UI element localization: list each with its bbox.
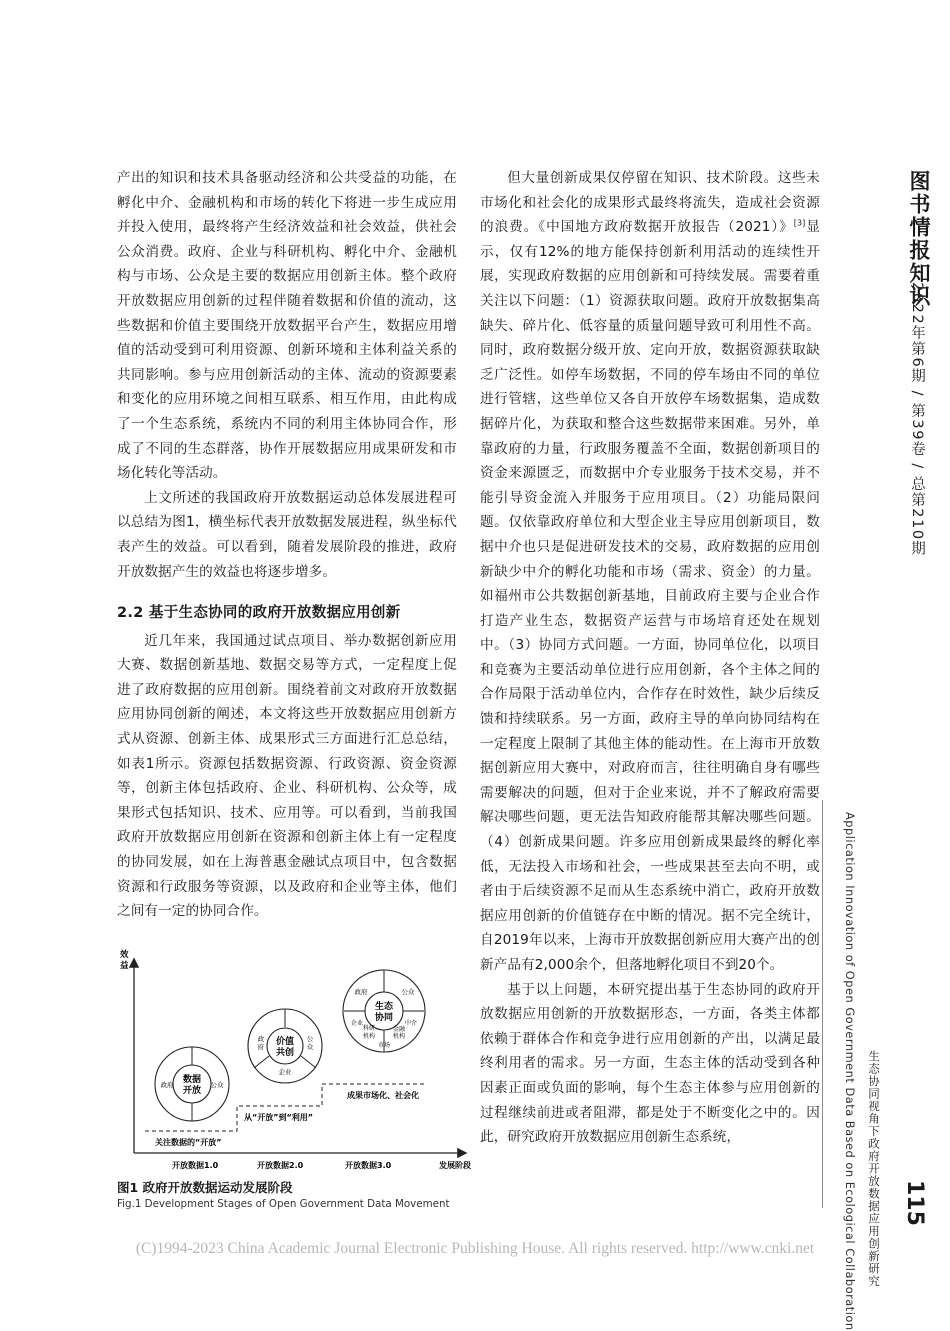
paragraph: 上文所述的我国政府开放数据运动总体发展进程可以总结为图1，横坐标代表开放数据发展进程，纵坐标代表产生的效益。可以看到，随着发展阶段的推进，政府开放数据产生的效益也将逐步增多。 — [117, 489, 457, 580]
running-title-cn: 生态协同视角下政府开放数据应用创新研究 — [867, 1050, 881, 1288]
paragraph: 近几年来，我国通过试点项目、举办数据创新应用大赛、数据创新基地、数据交易等方式，一定程度上促进了政府数据的应用创新。围绕着前文对政府开放数据应用协同创新的阐述，本文将这些开放数据应用创新方式从资源、创新主体、成果形式三方面进行汇总总结，如表1所示。资源包括数据资源、行政资源、资金资源等，创新主体包括政府、企业、科研机构、公众等，成果形式包括知识、技术、应用等。可以看到，当前我国政府开放数据应用创新在资源和创新主体上有一定程度的协同发展，如在上海普惠金融试点项目中，包含数据资源和行政服务等资源，以及政府和企业等主体，他们之间有一定的协同合作。 — [117, 632, 457, 920]
paragraph-text: 但大量创新成果仅停留在知识、技术阶段。这些未市场化和社会化的成果形式最终将流失，造成社会资源的浪费。《中国地方政府数据开放报告（2021）》 — [480, 170, 820, 236]
figure-diagram — [117, 946, 477, 1171]
circle-segment-label: 公 — [306, 1035, 314, 1043]
x-axis-label: 发展阶段 — [439, 1161, 471, 1170]
circle-center-text: 开放 — [182, 1086, 202, 1096]
copyright-footer: (C)1994-2023 China Academic Journal Electronic Publishing House. All rights reserved. http://www.cnki.net — [135, 1240, 815, 1257]
paragraph: 产出的知识和技术具备驱动经济和公共受益的功能，在孵化中介、金融机构和市场的转化下将进一步生成应用并投入使用，最终将产生经济效益和社会效益，供社会公众消费。政府、企业与科研机构、孵化中介、金融机构与市场、公众是主要的数据应用创新主体。整个政府开放数据应用创新的过程伴随着数据和价值的流动，这些数据和价值主要围绕开放数据平台产生，数据应用增值的活动受到可利用资源、创新环境和主体利益关系的共同影响。参与应用创新活动的主体、流动的资源要素和变化的应用环境之间相互联系、相互作用，由此构成了一个生态系统，系统内不同的利用主体协同合作，形成了不同的生态群落，协作开展数据应用成果研发和市场化转化等活动。 — [117, 170, 457, 482]
right-text-column — [480, 166, 820, 1150]
paragraph — [480, 166, 820, 978]
circle-segment-label: 政府 — [354, 988, 368, 996]
circle-data-open — [155, 1047, 229, 1121]
citation[interactable]: [3] — [793, 218, 806, 228]
left-text-column — [117, 166, 457, 924]
stage-label: 开放数据3.0 — [345, 1161, 392, 1170]
circle-center-text: 价值 — [275, 1037, 295, 1047]
circle-segment-label: 金融 — [392, 1026, 406, 1033]
circle-center-text: 数据 — [182, 1075, 202, 1085]
stage-label: 开放数据2.0 — [257, 1161, 304, 1170]
circle-segment-label: 公众 — [210, 1081, 224, 1089]
paragraph: 基于以上问题，本研究提出基于生态协同的政府开放数据应用创新的开放数据形态，一方面，各类主体都依赖于群体合作和竞争进行应用创新的产出，以满足最终利用者的需求。另一方面，生态主体的活动受到各种因素正面或负面的影响，每个生态主体参与应用创新的过程继续前进或者阻滞，都是处于不断变化之中的。因此，研究政府开放数据应用创新生态系统， — [480, 981, 820, 1146]
sidebar-divider — [822, 800, 823, 1208]
circle-center-text: 生态 — [374, 1002, 394, 1012]
running-title-en: Application Innovation of Open Government Data Based on Ecological Collaboration — [843, 812, 857, 1331]
step-label: 从“开放”到“利用” — [244, 1113, 314, 1122]
circle-segment-label: 市场 — [377, 1042, 391, 1049]
figure-1 — [117, 946, 477, 1171]
figure-caption-en: Fig.1 Development Stages of Open Government Data Movement — [117, 1198, 450, 1210]
page-number: 115 — [902, 1180, 927, 1226]
step-label: 关注数据的“开放” — [155, 1138, 222, 1147]
issue-info: 2022年第6期 / 第39卷 / 总第210期 — [909, 282, 925, 557]
circle-center-text: 共创 — [275, 1048, 295, 1058]
y-axis-label: 益 — [120, 961, 129, 971]
circle-segment-label: 中介 — [404, 1020, 418, 1027]
circle-segment-label: 机构 — [362, 1033, 376, 1040]
stage-label: 开放数据1.0 — [172, 1161, 219, 1170]
paragraph-text: 显示，仅有12%的地方能保持创新利用活动的连续性开展，实现政府数据的应用创新和可持续发展。需要着重关注以下问题：（1）资源获取问题。政府开放数据集高缺失、碎片化、低容量的质量问题导致可利用性不高。同时，政府数据分级开放、定向开放，数据资源获取缺乏广泛性。如停车场数据，不同的停车场由不同的单位进行管辖，这些单位又各自开放停车场数据集，造成数据碎片化，为获取和整合这些数据带来困难。另外，单靠政府的力量，行政服务覆盖不全面，数据创新项目的资金来源匮乏，而数据中介专业服务于技术交易，并不能引导资金流入并服务于应用项目。（2）功能局限问题。仅依靠政府单位和大型企业主导应用创新项目，数据中介也只是促进研发技术的交易，政府数据的应用创新缺少中介的孵化功能和市场（需求、资金）的力量。如福州市公共数据创新基地，目前政府主要与企业合作打造产业生态，数据资产运营与市场培育还处在规划中。（3）协同方式问题。一方面，协同单位化，以项目和竞赛为主要活动单位进行应用创新，各个主体之间的合作局限于活动单位内，合作存在时效性，缺少后续反馈和持续联系。另一方面，政府主导的单向协同结构在一定程度上限制了其他主体的能动性。在上海市开放数据创新应用大赛中，对政府而言，往往明确自身有哪些需要解决的问题，但对于企业来说，并不了解政府需要解决哪些问题，更无法告知政府能帮其解决哪些问题。（4）创新成果问题。许多应用创新成果最终的孵化率低，无法投入市场和社会，一些成果甚至去向不明，或者由于后续资源不足而从生态系统中消亡，政府开放数据应用创新的价值链存在中断的情况。据不完全统计，自2019年以来，上海市开放数据创新应用大赛产出的创新产品有2,000余个，但落地孵化项目不到20个。 — [480, 219, 820, 973]
circle-segment-label: 政府 — [160, 1081, 174, 1089]
journal-logo: 图书情报知识 — [907, 170, 932, 308]
circle-center-text: 协同 — [374, 1013, 394, 1023]
circle-segment-label: 政 — [257, 1035, 265, 1043]
circle-value-cocreation — [248, 1009, 322, 1083]
circle-segment-label: 科研 — [362, 1025, 376, 1032]
circle-ecological-collaboration — [343, 970, 425, 1052]
figure-caption-cn: 图1 政府开放数据运动发展阶段 — [117, 1180, 293, 1195]
step-label: 成果市场化、社会化 — [347, 1091, 419, 1100]
circle-segment-label: 企业 — [278, 1068, 292, 1076]
circle-segment-label: 公众 — [401, 988, 415, 996]
circle-segment-label: 众 — [306, 1043, 314, 1051]
section-heading: 2.2 基于生态协同的政府开放数据应用创新 — [117, 605, 401, 622]
circle-segment-label: 府 — [257, 1043, 265, 1051]
circle-segment-label: 企业 — [350, 1020, 364, 1027]
circle-segment-label: 机构 — [392, 1033, 406, 1040]
y-axis-label: 效 — [120, 950, 129, 960]
